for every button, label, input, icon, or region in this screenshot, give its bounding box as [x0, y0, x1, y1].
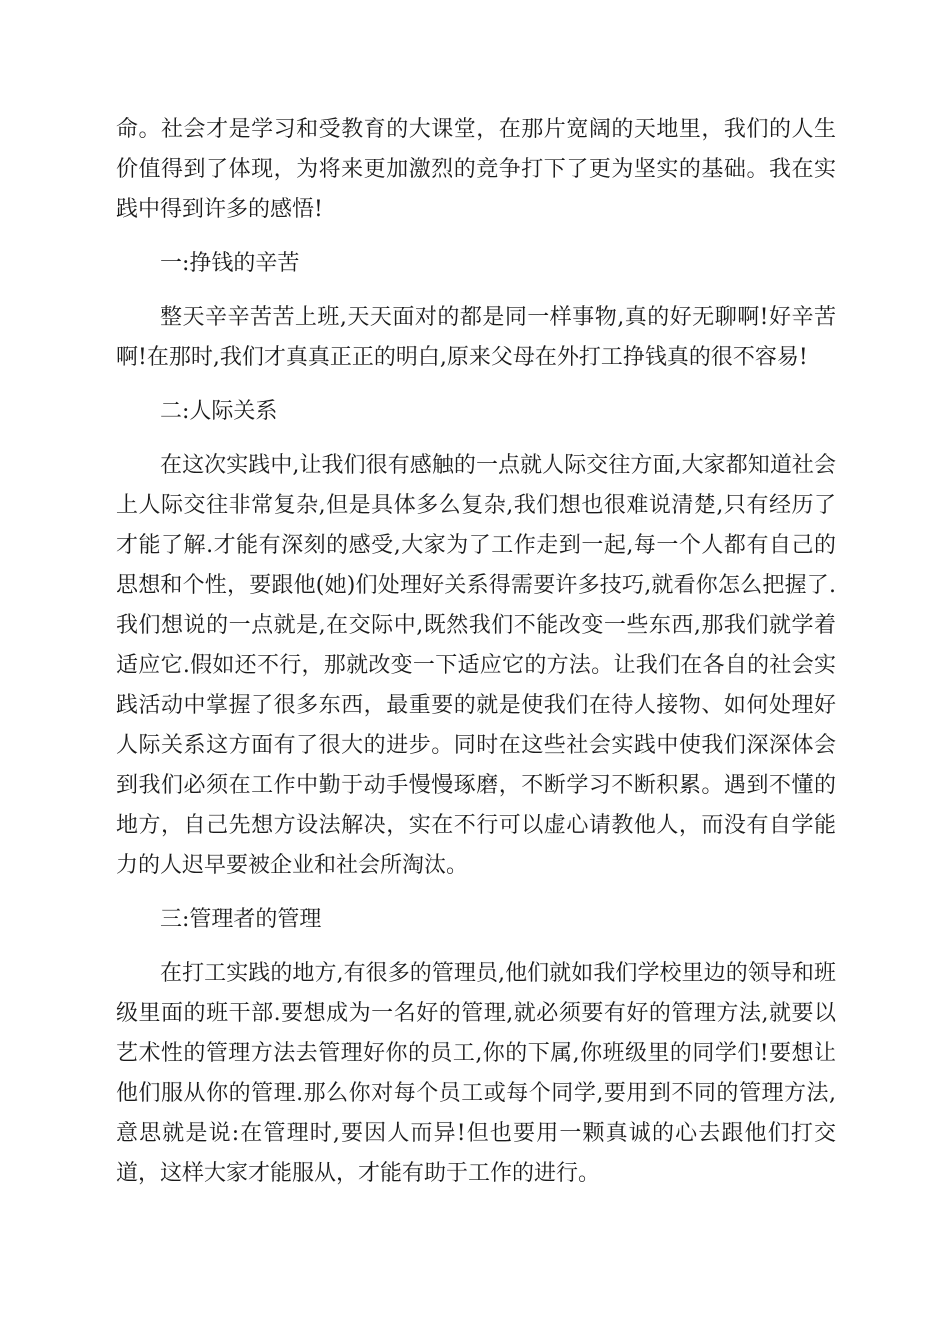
paragraph-section-3: 在打工实践的地方,有很多的管理员,他们就如我们学校里边的领导和班级里面的班干部.要想成为一名好的管理,就必须要有好的管理方法,就要以艺术性的管理方法去管理好你的员工,你的下属,你班级里的同学们!要想让他们服从你的管理.那么你对每个员工或每个同学,要用到不同的管理方法,意思就是说:在管理时,要因人而异!但也要用一颗真诚的心去跟他们打交道，这样大家才能服从，才能有助于工作的进行。 [116, 961, 836, 1186]
paragraph-section-2: 在这次实践中,让我们很有感触的一点就人际交往方面,大家都知道社会上人际交往非常复杂,但是具体多么复杂,我们想也很难说清楚,只有经历了才能了解.才能有深刻的感受,大家为了工作走到一起,每一个人都有自己的思想和个性，要跟他(她)们处理好关系得需要许多技巧,就看你怎么把握了.我们想说的一点就是,在交际中,既然我们不能改变一些东西,那我们就学着适应它.假如还不行，那就改变一下适应它的方法。让我们在各自的社会实践活动中掌握了很多东西，最重要的就是使我们在待人接物、如何处理好人际关系这方面有了很大的进步。同时在这些社会实践中使我们深深体会到我们必须在工作中勤于动手慢慢琢磨，不断学习不断积累。遇到不懂的地方，自己先想方设法解决，实在不行可以虚心请教他人，而没有自学能力的人迟早要被企业和社会所淘汰。 [116, 453, 836, 878]
section-heading-3: 三:管理者的管理 [160, 907, 322, 932]
paragraph-section-1: 整天辛辛苦苦上班,天天面对的都是同一样事物,真的好无聊啊!好辛苦啊!在那时,我们才真真正正的明白,原来父母在外打工挣钱真的很不容易! [116, 305, 836, 370]
section-heading-2: 二:人际关系 [160, 399, 278, 424]
document-body [116, 110, 836, 1208]
paragraph-intro-continuation: 命。社会才是学习和受教育的大课堂，在那片宽阔的天地里，我们的人生价值得到了体现，为将来更加激烈的竞争打下了更为坚实的基础。我在实践中得到许多的感悟! [116, 117, 836, 222]
section-heading-1: 一:挣钱的辛苦 [160, 251, 300, 276]
